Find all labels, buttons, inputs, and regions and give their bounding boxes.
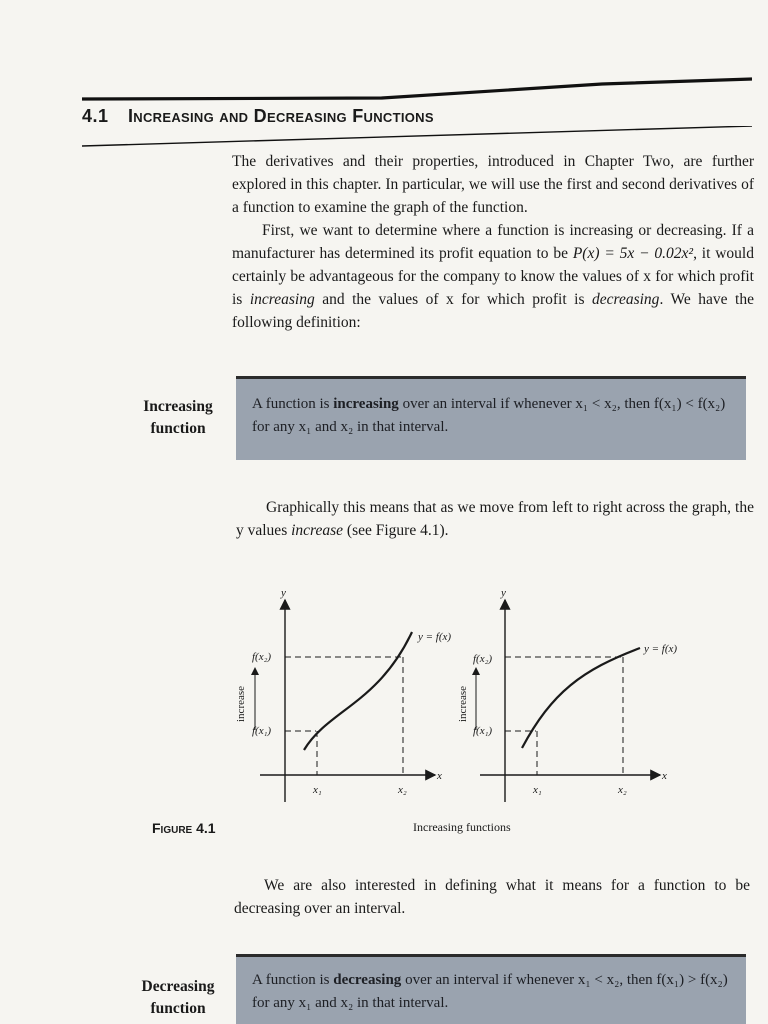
figure-label: Figure 4.1 [152,820,216,836]
decreasing-label-line2: function [150,1000,206,1017]
graphically-part-b: (see Figure 4.1). [343,522,449,539]
left-curve-label: y = f(x) [418,631,452,643]
right-curve [522,648,640,748]
also-text: We are also interested in defining what it means for a function to be decreasing over an interval. [234,877,750,917]
decreasing-label-line1: Decreasing [141,978,215,995]
figure-caption: Increasing functions [413,820,511,834]
decreasing-def-bold: decreasing [333,972,402,988]
also-paragraph [234,874,750,920]
right-x2-label: x₂ [618,784,627,796]
increasing-def-bold: increasing [333,396,399,412]
section-number: 4.1 [82,106,109,126]
right-x1-label: x₁ [533,784,542,796]
left-x2-label: x₂ [398,784,407,796]
increasing-definition-box [236,376,746,460]
increasing-def-part-b: over an interval if whenever x₁ < x₂, then f(x₁) < f(x₂) for any x₁ and x₂ in that interval. [252,396,726,435]
intro-text [232,150,754,334]
graphically-part-a: Graphically this means that as we move from left to right across the graph, the y values [236,499,754,539]
intro-p2-part-b: , it would certainly be advantageous for the company to know the values of x for which profit is [232,245,754,308]
left-x1-label: x₁ [313,784,322,796]
right-y-label: y [501,587,506,599]
intro-paragraph-1: The derivatives and their properties, introduced in Chapter Two, are further explored in this chapter. In particular, we will use the first and second derivatives of a function to examine the graph of the function. [232,153,754,216]
section-title: Increasing and Decreasing Functions [128,106,434,126]
right-curve-label: y = f(x) [644,643,678,655]
left-x-label: x [437,770,442,782]
top-rule [82,74,752,104]
profit-equation: P(x) = 5x − 0.02x² [572,245,694,262]
decreasing-def-part-b: over an interval if whenever x₁ < x₂, then f(x₁) > f(x₂) for any x₁ and x₂ in that interval. [252,972,728,1011]
decreasing-def-part-a: A function is [252,972,334,988]
increasing-label-line2: function [150,420,206,437]
increasing-label-line1: Increasing [143,398,213,415]
left-fx2-label: f(x₂) [252,651,272,663]
graph-left [235,587,451,802]
increasing-emphasis: increasing [249,291,315,308]
title-underline [82,126,752,150]
decreasing-emphasis: decreasing [592,291,660,308]
intro-p2-part-a: First, we want to determine where a function is increasing or decreasing. If a manufacturer has determined its profit equation to be [232,222,754,262]
left-fx1-label: f(x₁) [252,725,272,737]
right-fx2-label: f(x₂) [473,653,493,665]
left-y-label: y [281,587,286,599]
intro-p2-part-c: and the values of x for which profit is [314,291,592,308]
left-increase-label: increase [235,685,247,722]
graphically-paragraph [236,496,754,542]
right-x-label: x [662,770,667,782]
decreasing-definition-box [236,954,746,1024]
increasing-function-label [128,396,228,440]
right-increase-label: increase [457,685,469,722]
increase-emphasis: increase [291,522,344,539]
graph-right [457,587,677,802]
decreasing-function-label [128,976,228,1020]
left-curve [304,632,412,750]
increasing-def-part-a: A function is [252,396,334,412]
right-fx1-label: f(x₁) [473,725,493,737]
intro-p2-part-d: . We have the following definition: [232,291,754,331]
figure-4-1-graphs [230,582,700,812]
intro-paragraph-2 [232,219,754,334]
